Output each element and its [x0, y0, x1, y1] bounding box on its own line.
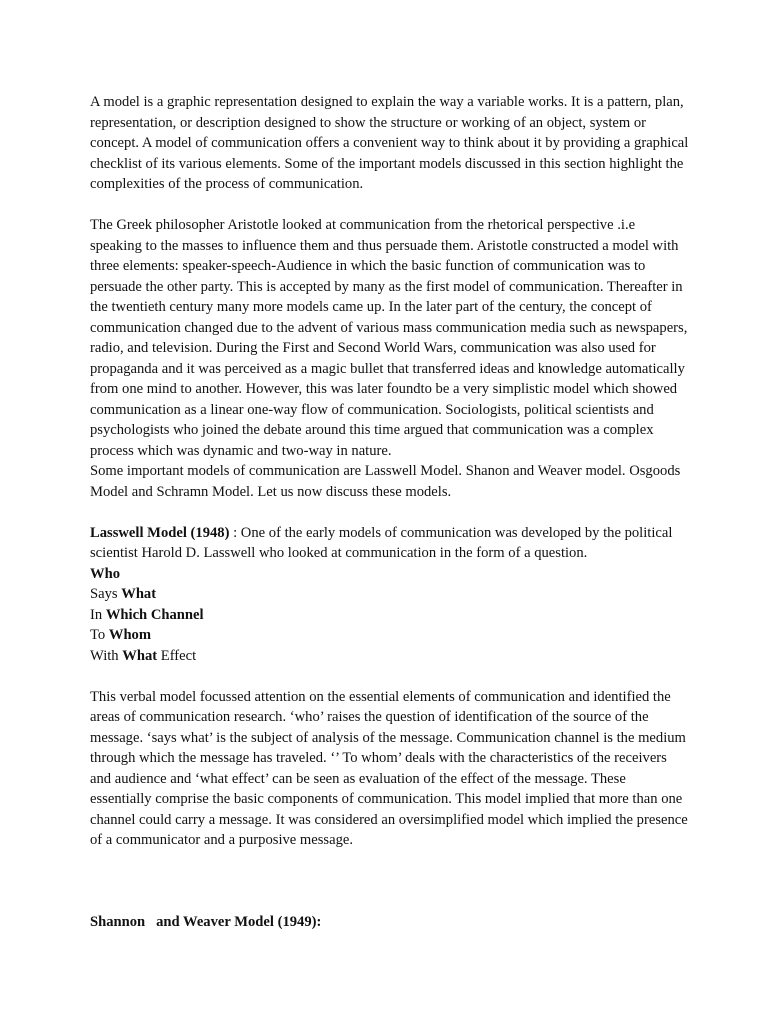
lasswell-title: Lasswell Model (1948) — [90, 524, 230, 541]
shannon-weaver-heading-text: Shannon and Weaver Model (1949): — [90, 914, 322, 930]
lasswell-line — [90, 564, 690, 585]
lasswell-question-list — [90, 564, 690, 667]
lasswell-line-pre: With — [90, 647, 123, 664]
lasswell-line-pre: Says — [90, 586, 122, 602]
lasswell-line — [90, 646, 690, 667]
lasswell-line-bold: Which Channel — [105, 606, 204, 623]
lasswell-line-pre: To — [90, 627, 109, 643]
document-page — [90, 92, 690, 933]
lasswell-line — [90, 584, 690, 605]
lasswell-line — [90, 625, 690, 646]
lasswell-line-bold: Whom — [108, 627, 152, 643]
lasswell-line-bold: Who — [90, 565, 121, 582]
shannon-weaver-heading — [90, 912, 690, 933]
spacer — [90, 871, 690, 912]
lasswell-line — [90, 605, 690, 626]
lasswell-explanation-paragraph: This verbal model focussed attention on the essential elements of communication and identified the areas of communication research. ‘who’ raises the question of identification of the source of the message. ‘says what’ is the subject of analysis of the message. Communication channel is the medium through which the message has traveled. ‘’ To whom’ deals with the characteristics of the receivers and audience and ‘what effect’ can be seen as evaluation of the effect of the message. These essentially comprise the basic components of communication. This model implied that more than one channel could carry a message. It was considered an oversimplified model which implied the presence of a communicator and a purposive message. — [90, 688, 688, 848]
models-list-paragraph: Some important models of communication are Lasswell Model. Shanon and Weaver model. Osgoods Model and Schramn Model. Let us now discuss these models. — [90, 463, 681, 500]
lasswell-line-bold: What — [122, 647, 158, 664]
lasswell-intro-paragraph — [90, 523, 690, 564]
intro-paragraph: A model is a graphic representation designed to explain the way a variable works. It is a pattern, plan, representation, or description designed to show the structure or working of an object, system or concept. A model of communication offers a convenient way to think about it by providing a graphical checklist of its various elements. Some of the important models discussed in this section highlight the complexities of the process of communication. — [90, 94, 689, 192]
lasswell-intro-text: : One of the early models of communication was developed by the political scientist Harold D. Lasswell who looked at communication in the form of a question. — [90, 524, 673, 561]
aristotle-paragraph: The Greek philosopher Aristotle looked at communication from the rhetorical perspective .i.e speaking to the masses to influence them and thus persuade them. Aristotle constructed a model with three elements: speaker-speech-Audience in which the basic function of communication was to persuade the other party. This is accepted by many as the first model of communication. Thereafter in the twentieth century many more models came up. In the later part of the century, the concept of communication changed due to the advent of various mass communication media such as newspapers, radio, and television. During the First and Second World Wars, communication was also used for propaganda and it was perceived as a magic bullet that transferred ideas and knowledge automatically from one mind to another. However, this was later foundto be a very simplistic model which showed communication as a linear one-way flow of communication. Sociologists, political scientists and psychologists who joined the debate around this time argued that communication was a complex process which was dynamic and two-way in nature. — [90, 217, 688, 459]
lasswell-line-bold: What — [121, 586, 157, 602]
lasswell-line-post: Effect — [157, 647, 197, 664]
lasswell-line-pre: In — [90, 606, 106, 623]
